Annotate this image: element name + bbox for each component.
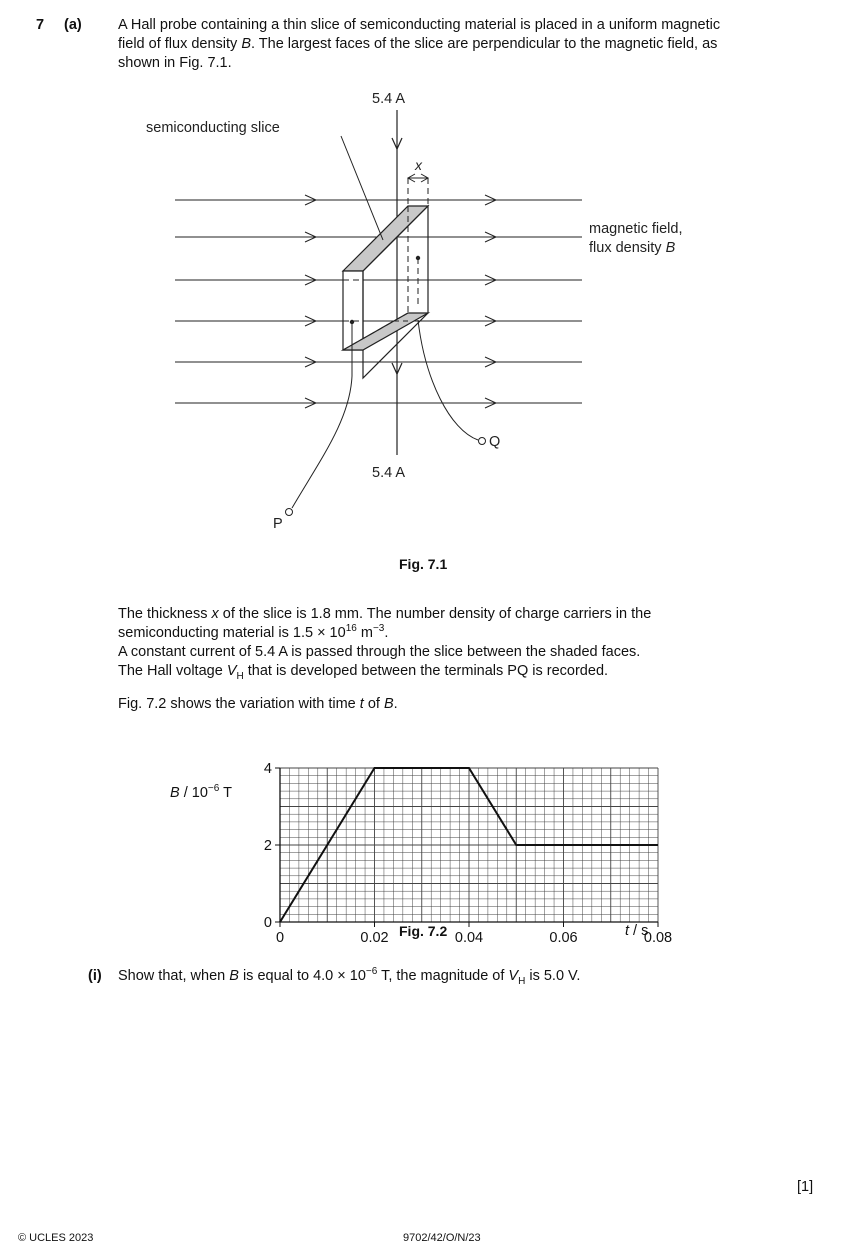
x-tick-label: 0.02 (360, 930, 389, 946)
marks: [1] (797, 1179, 814, 1195)
field-label-2: flux density B (589, 240, 676, 256)
fig2-caption: Fig. 7.2 (399, 923, 448, 939)
terminal-p-label: P (273, 516, 283, 532)
lead-q (418, 320, 478, 440)
x-tick-label: 0.08 (643, 930, 673, 946)
current-label-bottom: 5.4 A (372, 465, 406, 481)
terminal-q-label: Q (489, 434, 501, 450)
y-axis-label: B / $10^{-6}$ T (170, 783, 232, 801)
question-intro-line3: shown in Fig. 7.1. (118, 55, 232, 71)
body-line5: Fig. 7.2 shows the variation with time t of B. (118, 696, 398, 712)
y-tick-label: 4 (263, 761, 272, 777)
question-intro-line1: A Hall probe containing a thin slice of semiconducting material is placed in a uniform magnetic (118, 17, 721, 33)
fig1-caption: Fig. 7.1 (399, 556, 448, 572)
slice-top-face (343, 206, 428, 271)
y-tick-label: 0 (263, 915, 272, 931)
field-label-1: magnetic field, (589, 221, 683, 237)
question-intro-line2: field of flux density B. The largest faces of the slice are perpendicular to the magnetic field, as (118, 36, 718, 52)
y-tick-label: 2 (263, 838, 272, 854)
body-line3: A constant current of 5.4 A is passed through the slice between the shaded faces. (118, 644, 641, 660)
question-number: 7 (36, 17, 45, 33)
current-label-top: 5.4 A (372, 91, 406, 107)
slice-label-pointer (341, 136, 383, 240)
slice-label: semiconducting slice (146, 120, 280, 136)
terminal-q-icon (479, 438, 486, 445)
x-axis-label: t / s (625, 923, 649, 939)
lead-p (292, 376, 352, 508)
body-line2: semiconducting material is $1.5 \times 10^{16}$ $m^{-3}$. (118, 623, 389, 641)
part-i-label: (i) (88, 968, 102, 984)
slice-front-face (343, 271, 363, 350)
x-tick-label: 0.04 (454, 930, 484, 946)
footer-code: 9702/42/O/N/23 (403, 1232, 481, 1244)
thickness-label: x (415, 157, 422, 173)
terminal-p-icon (286, 509, 293, 516)
body-line4: The Hall voltage $V_H$ that is developed between the terminals PQ is recorded. (118, 663, 609, 682)
footer-copyright: © UCLES 2023 (18, 1232, 94, 1244)
electrode-q-dot (416, 256, 420, 260)
x-tick-label: 0.06 (549, 930, 578, 946)
body-line1: The thickness x of the slice is 1.8 mm. The number density of charge carriers in the (118, 606, 652, 622)
hall-probe-diagram (0, 80, 852, 540)
part-i-text: Show that, when B is equal to $4.0 \times 10^{-6}$ T, the magnitude of $V_H$ is 5.0 V. (118, 966, 581, 987)
question-part: (a) (64, 17, 82, 33)
x-tick-label: 0 (275, 930, 285, 946)
